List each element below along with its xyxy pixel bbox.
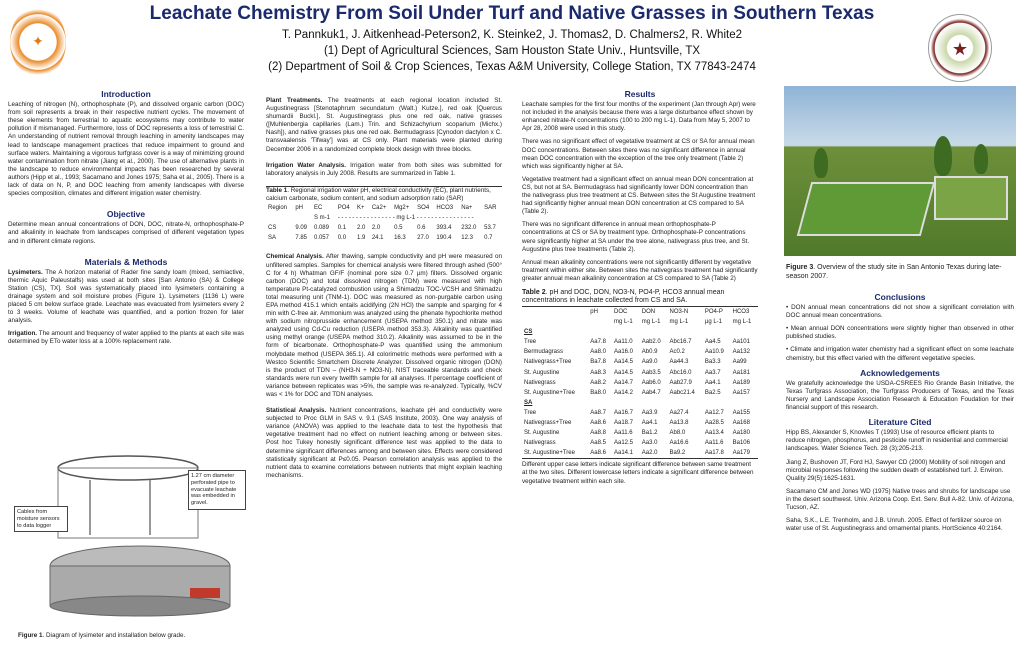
table-2-header-cell: DON <box>641 308 656 315</box>
figure-3-label: Figure 3 <box>786 264 814 271</box>
table-2-cell: Aa4.1 <box>641 420 658 426</box>
table-2-unit-cell: mg L-1 <box>732 319 752 326</box>
intro-heading: Introduction <box>101 89 151 99</box>
table-2-cell: Aa17.8 <box>704 450 724 457</box>
table-2-cell: Aab27.9 <box>669 379 692 386</box>
table-2-sa-label-row <box>522 398 758 408</box>
table-1-cell: 53.7 <box>484 225 496 232</box>
table-2-cell: Ba106 <box>732 440 750 447</box>
intro-text: Leaching of nitrogen (N), orthophosphate (P), and dissolved organic carbon (DOC) from soil represents a break in their respective nutrient cycles. The movement of these elements from terrestrial to aquatic ecosystems may contribute to water pollution if mismanaged. Furthermore, loss of DOC represents a loss of terrestrial C. An understanding of nutrient removal through leaching in amenity landscapes may lead to landscape management practices that reduce impairment to ground and surface waters. Maintaining a vigorous turfgrass cover is a way of minimizing ground water contamination from nitrate (Jiang et al., 2000). The use of alternative plants in the landscape to reduce environmental impacts has been researched by several authors (Hipp et al., 1993; Sacamano and Jones 1975; Saha et al., 2005). There is a lack of data on N, P, and DOC leaching from amenity landscapes with diverse species composition, climates and different irrigation water chemistry. <box>8 101 244 198</box>
table-row <box>522 388 758 398</box>
table-2-cell: St. Augustine <box>524 430 560 437</box>
table-2-cell: Aa3.7 <box>704 369 721 376</box>
callout-pipe: 1.27 cm diameter perforated pipe to evacuate leachate was embedded in gravel. <box>188 470 246 510</box>
table-2-header-cell: PO4-P <box>704 308 723 315</box>
table-2-cell: Aabc21.4 <box>669 389 695 396</box>
table-2-cell: Aa13.4 <box>704 430 724 437</box>
irrigation-water-text: Irrigation water from both sites was submitted for laboratory analysis in July 2008. Results are summarized in Table 1. <box>266 161 502 177</box>
table-row <box>522 357 758 367</box>
table-2-unit-cell: mg L-1 <box>669 319 689 326</box>
irrigation-paragraph <box>8 330 244 346</box>
results-p4: There was no significant difference in annual mean orthophosphate-P concentrations at CS or SA by treatment type. Orthophosphate-P concentrations were significantly higher at SA under the tree alone, nativegrass plus tree, and St. Augustine plus tree treatments (Table 2). <box>522 221 750 253</box>
figure-1-caption <box>18 632 248 640</box>
column-2 <box>266 97 502 485</box>
table-2-cell: Ba8.0 <box>590 389 606 396</box>
table-2-cell: Aa9.0 <box>641 359 658 366</box>
conclusion-item: • DON annual mean concentrations did not show a significant correlation with DOC annual mean concentrations. <box>786 304 1014 320</box>
table-1 <box>266 186 502 244</box>
table-row <box>522 347 758 357</box>
treatments-label: Plant Treatments. <box>266 97 323 104</box>
treatments-paragraph <box>266 97 502 154</box>
table-2-cell: Aa99 <box>732 359 747 366</box>
table-2-cell: Aa12.5 <box>613 440 634 447</box>
table-2-cell: Aa168 <box>732 420 750 426</box>
table-2-cell: St. Augustine+Tree <box>524 450 575 457</box>
statistical-analysis-text: Nutrient concentrations, leachate pH and conductivity were subjected to Proc GLM in SAS v. 9.1 (SAS Institute, 2003). One way analysis of variance (ANOVA) was applied to the leachate data to test the hypothesis that vegetative treatment had no effect on nutrient leaching among or between sites. Post hoc Tukey honestly significant difference test was applied to the data to determine significant differences among and between sites. Effects were considered statistically significant at P≤0.05. Pearson correlation analysis was applied to the nutrient data to examine correlations between nutrients that might explain leaching mechanisms. <box>266 407 502 479</box>
table-2-cell: Aa8.2 <box>590 379 606 386</box>
table-2-cell: Tree <box>524 409 537 416</box>
table-2-cell: Aa4.1 <box>704 379 721 386</box>
table-2-cell: Ba1.2 <box>641 430 658 437</box>
callout-cables: Cables from moisture sensors to data logger <box>14 506 68 532</box>
table-2-cell: Abc16.0 <box>669 369 692 376</box>
table-1-cell: 0.5 <box>394 225 403 232</box>
table-2-cell: Aa2.0 <box>641 450 658 457</box>
chemical-analysis-paragraph <box>266 253 502 399</box>
column-4 <box>786 264 1014 538</box>
table-2-cell: Aa13.8 <box>669 420 689 426</box>
table-1-cell: 7.85 <box>295 235 308 242</box>
methods-heading: Materials & Methods <box>84 256 168 267</box>
table-1-header-cell: EC <box>313 205 323 212</box>
table-2-cell: Aa14.2 <box>613 389 634 396</box>
affiliation-2: (2) Department of Soil & Crop Sciences, Texas A&M University, College Station, TX 77843-2474 <box>268 61 756 73</box>
table-2-cell: Aa8.8 <box>590 430 606 437</box>
objective-heading: Objective <box>106 209 146 220</box>
table-2-cell: Aa101 <box>732 339 750 346</box>
chemical-analysis-text: After thawing, sample conductivity and pH were measured on unfiltered samples. Samples for chemical analysis were filtered through ashed (500° C for 4 h) Whatman GF/F (nominal pore size 0.7 µm) filters. Dissolved organic carbon (DOC) and total dissolved nitrogen (TDN) were measured with high temperature Pt-catalyzed combustion using a Shimadzu TOC-VCSH and Shimadzu total measuring unit (TNM-1). DOC was measured as non-purgable carbon using EPA method 415.1 which entails acidifying (2N HCl) the sample and sparging for 4 min with C-free air. Ammonium was analyzed using the phenate hypochlorite method with sodium nitroprusside enhancement (USEPA method 350.1) and nitrate was analyzed using Cd-Cu reduction (USEPA method 353.3). Alkalinity was quantified using methyl orange (USEPA method 310.2). Alkalinity was assumed to be in the form of bicarbonate. Orthophosphate-P was quantified using the ammonium molybdate method (USEPA 365.1). All colorimetric methods were performed with a Westco Scientific Smartchem Discrete Analyzer. Dissolved organic nitrogen (DON) is the product of TDN – (NH3-N + NO3-N). NIST traceable standards and check standards were run every twelfth sample for all analyses. If percentage coefficient of variance between replicates was >5%, the sample was re-analyzed. Typically, %CV was < 1% for DOC and TDN analyses. <box>266 253 502 398</box>
table-1-header-cell: Mg2+ <box>394 205 410 212</box>
objective-text: Determine mean annual concentrations of DON, DOC, nitrate-N, orthophosphate-P and alkalinity in leachate from landscapes comprised of different vegetation types and in different climate regions. <box>8 221 244 245</box>
table-2-cell: Ba2.5 <box>704 389 721 396</box>
table-2-cell: Aa12.7 <box>704 409 724 416</box>
table-2-cell: Aa8.7 <box>590 409 606 416</box>
svg-text:✦: ✦ <box>32 35 44 50</box>
table-1-header-cell: HCO3 <box>436 205 454 212</box>
table-2-cell: Nativegrass+Tree <box>524 359 572 366</box>
table-2-cell: Nativegrass+Tree <box>524 420 572 426</box>
authors: T. Pannkuk1, J. Aitkenhead-Peterson2, K. Steinke2, J. Thomas2, D. Chalmers2, R. White2 <box>281 29 742 41</box>
table-1-cell: 27.0 <box>417 235 429 242</box>
table-1-cell: 0.6 <box>417 225 426 232</box>
poster-title: Leachate Chemistry From Soil Under Turf and Native Grasses in Southern Texas <box>149 3 875 24</box>
table-2-cell: Aa11.6 <box>613 430 633 437</box>
affiliation-1: (1) Dept of Agricultural Sciences, Sam Houston State Univ., Huntsville, TX <box>323 45 701 57</box>
table-2-cell: Aa3.9 <box>641 409 658 416</box>
table-2-unit-cell <box>522 317 588 327</box>
table-1-cell: 0.089 <box>313 225 329 232</box>
figure-1-text: . Diagram of lysimeter and installation below grade. <box>42 632 186 639</box>
table-1-header-cell: SO4 <box>417 205 430 212</box>
table-2-cell: Aa7.8 <box>590 339 606 346</box>
svg-text:★: ★ <box>951 39 969 59</box>
table-1-header-cell: PO4 <box>337 205 350 212</box>
table-2-cell: Aa181 <box>732 369 750 376</box>
conclusion-item: • Climate and irrigation water chemistry had a significant effect on some leachate chemistry, but this effect varied with the different vegetative species. <box>786 346 1014 362</box>
results-p1: Leachate samples for the first four months of the experiment (Jan through Apr) were not included in the analysis because there was a large disturbance effect shown by enhanced nitrate-N concentrations (100 to 200 mg L-1). Data from May 5, 2007 to Apr 28, 2008 were used in this study. <box>522 101 756 133</box>
table-2-cell: Aa14.1 <box>613 450 634 457</box>
table-2-cell: Aa8.3 <box>590 369 606 376</box>
figure-3-text: . Overview of the study site in San Antonio Texas during late-season 2007. <box>786 264 1002 280</box>
table-2-cell: Aa3.0 <box>641 440 658 447</box>
table-1-units-ec: S m-1 <box>313 215 330 222</box>
literature-item: Hipp BS, Alexander S, Knowles T (1993) Use of resource efficient plants to reduce nitrogen, phosphorus, and pesticide runoff in residential and commercial landscapes. Water Science Tech. 28 (3);205-213. <box>786 429 1008 453</box>
table-2-cell: Aa8.6 <box>590 420 606 426</box>
table-row <box>522 448 758 458</box>
table-2-unit-cell <box>588 317 612 327</box>
table-2-cell: Aa28.5 <box>704 420 724 426</box>
figure-1-label: Figure 1 <box>18 632 43 639</box>
table-2-cell: Aab6.0 <box>641 379 661 386</box>
table-2-grid <box>522 306 758 458</box>
table-1-header-cell: SAR <box>484 205 497 212</box>
table-2-cell: Aa18.7 <box>613 420 634 426</box>
table-2-cell: Aa4.5 <box>704 339 721 346</box>
table-2 <box>522 289 758 486</box>
table-1-cell: CS <box>268 225 277 232</box>
table-row <box>522 408 758 418</box>
table-2-cell: Aa8.6 <box>590 450 606 457</box>
table-2-cell: Aa157 <box>732 389 750 396</box>
table-2-header-cell <box>522 306 588 317</box>
figure-3-photo <box>784 86 1016 256</box>
acknowledgements-text: We gratefully acknowledge the USDA-CSREES Rio Grande Basin Initiative, the Texas Turfgrass Association, the Turfgrass Producers of Texas, and the Texas Nursery and Landscape Association Research & Education Foudation for their financial support of this research. <box>786 379 1014 412</box>
irrigation-water-label: Irrigation Water Analysis. <box>266 161 347 169</box>
table-row <box>522 337 758 347</box>
statistical-analysis-label: Statistical Analysis. <box>266 407 327 415</box>
table-1-cell: 16.3 <box>394 235 406 242</box>
table-2-cell: Ac0.2 <box>669 349 685 356</box>
table-2-cell: Aa189 <box>732 379 750 386</box>
table-2-cell: Aab3.5 <box>641 369 661 376</box>
table-2-unit-cell: mg L-1 <box>641 319 661 326</box>
table-row <box>522 378 758 388</box>
table-2-cell: Aa16.6 <box>669 440 689 447</box>
table-2-cell: St. Augustine <box>524 369 560 376</box>
table-2-cell: Ba3.3 <box>704 359 721 366</box>
table-1-cell: 1.9 <box>356 235 366 242</box>
table-2-cell: Aa11.6 <box>704 440 724 447</box>
table-2-cell: Ab8.0 <box>669 430 686 437</box>
table-2-cell: Aa14.5 <box>613 369 634 376</box>
table-2-unit-cell: µg L-1 <box>704 319 722 326</box>
table-1-cell: 393.4 <box>436 225 452 232</box>
table-1-caption <box>266 187 502 203</box>
table-2-header-row <box>522 306 758 317</box>
table-1-header-cell: Ca2+ <box>371 205 387 212</box>
tamu-logo <box>928 14 992 82</box>
table-1-cell: 0.7 <box>484 235 493 242</box>
treatments-text: The treatments at each regional location included St. Augustinegrass [Stenotaphrum secundatum (Walt.) Kutze.], red oak [Quercus shumardii Buckl.], St. Augustinegrass plus one red oak, native grasses ([Muhlenbergia capillaries (Lam.) Trin. and Schizachyrium scoparium (Michx.) Nash]), and native grasses plus one red oak. Bermudagrass [Cynodon dactylon x C. transvaalensis 'Tifway'] was at CS only. Plant materials were planted during December 2006 in a randomized complete block design with three blocks. <box>266 97 503 153</box>
table-1-cell: 2.0 <box>371 225 381 232</box>
conclusions-list <box>786 304 1014 363</box>
table-2-cell: Aa16.7 <box>613 409 634 416</box>
table-2-cell: Aab2.0 <box>641 339 661 346</box>
table-1-header-row <box>266 203 502 213</box>
table-1-cell: 9.09 <box>295 225 308 232</box>
table-1-cell: 12.3 <box>461 235 473 242</box>
conclusion-item: • Mean annual DON concentrations were slightly higher than observed in other published studies. <box>786 325 1014 341</box>
table-2-cell: Aa8.0 <box>590 349 606 356</box>
table-2-cell: Ba7.8 <box>590 359 606 366</box>
table-2-cell: Aa155 <box>732 409 750 416</box>
table-2-cell: Aa180 <box>732 430 750 437</box>
table-2-cell: Aa10.9 <box>704 349 724 356</box>
table-2-header-cell: NO3-N <box>669 308 689 315</box>
irrigation-label: Irrigation. <box>8 330 38 338</box>
literature-item: Jiang Z, Bushoven JT, Ford HJ, Sawyer CD (2000) Mobility of soil nitrogen and microbial responses following the sudden death of established turf. J. Environ. Quality 29(5):1625-1631. <box>786 458 1006 482</box>
results-p3: Vegetative treatment had a significant effect on annual mean DON concentration at CS, but not at SA. Bermudagrass had significantly lower DON concentration than the nativegrass plus tree treatment at CS. Between sites the St Augustine treatment had significantly higher annual mean DON concentration at CS compared to SA (Table 2). <box>522 175 756 216</box>
table-2-cs-label: CS <box>524 329 533 336</box>
table-2-header-cell: pH <box>590 308 598 315</box>
table-row <box>522 418 758 428</box>
table-2-cell: Aa132 <box>732 349 750 356</box>
table-2-unit-cell: mg L-1 <box>613 319 633 326</box>
table-1-header-cell: pH <box>295 205 303 212</box>
irrigation-water-paragraph <box>266 162 502 178</box>
statistical-analysis-paragraph <box>266 407 502 480</box>
irrigation-text: The amount and frequency of water applied to the plants at each site was determined by ETo water loss at a 100% replacement rate. <box>8 330 244 346</box>
table-2-cell: St. Augustine+Tree <box>524 389 575 396</box>
table-2-cell: Aa14.5 <box>613 359 634 366</box>
table-2-caption-text: . pH and DOC, DON, NO3-N, PO4-P, HCO3 annual mean concentrations in leachate collected from CS and SA. <box>522 288 725 305</box>
table-2-cell: Aa11.0 <box>613 339 633 346</box>
table-2-note: Different upper case letters indicate significant difference between same treatment at the two sites. Different lowercase letters indicate a significant difference between vegetative treatment within each site. <box>522 458 758 485</box>
table-2-cell: Bermudagrass <box>524 349 564 356</box>
column-3 <box>522 84 758 486</box>
results-p2: There was no significant effect of vegetative treatment at CS or SA for annual mean DOC concentrations. Between sites there was no significant difference in annual mean DOC concentration with the exception of the tree only treatment (Table 2) which was significantly higher at SA. <box>522 138 755 170</box>
conclusions-heading: Conclusions <box>874 292 926 302</box>
figure-1-diagram <box>10 440 246 620</box>
table-1-cell: 0.1 <box>337 225 347 232</box>
table-2-cell: Nativegrass <box>524 379 556 386</box>
table-1-cell: SA <box>268 235 277 242</box>
results-heading: Results <box>624 89 656 99</box>
table-2-cell: Aa44.3 <box>669 359 689 366</box>
table-2-cell: Aa14.7 <box>613 379 634 386</box>
figure-3-caption <box>786 264 1014 281</box>
table-2-caption <box>522 289 758 306</box>
literature-list <box>786 429 1014 533</box>
table-2-header-cell: DOC <box>613 308 628 315</box>
table-1-caption-text: . Regional irrigation water pH, electrical conductivity (EC), plant nutrients, calcium carbonate, sodium content, and sodium adsorption ratio (SAR) <box>266 186 491 202</box>
table-1-units-row <box>266 213 502 223</box>
lysimeters-paragraph <box>8 269 244 326</box>
table-2-cell: Ba9.2 <box>669 450 686 457</box>
table-2-header-cell: HCO3 <box>732 308 750 315</box>
table-1-units-mg: - - - - - - - - - - - - - - - - mg L-1 - - - - - - - - - - - - - - - - <box>337 215 474 222</box>
table-2-cell: Aa27.4 <box>669 409 689 416</box>
table-2-label: Table 2 <box>522 288 546 296</box>
table-2-units-row <box>522 317 758 327</box>
table-2-cell: Abc16.7 <box>669 339 692 346</box>
table-1-cell: 2.0 <box>356 225 366 232</box>
table-1-label: Table 1 <box>266 186 288 194</box>
table-2-cell: Aab4.7 <box>641 389 661 396</box>
table-row <box>266 233 502 243</box>
table-2-cell: Aa8.5 <box>590 440 606 447</box>
author-block <box>140 27 884 75</box>
table-2-cell: Nativegrass <box>524 440 556 447</box>
table-2-sa-label: SA <box>524 399 533 406</box>
literature-heading: Literature Cited <box>868 417 932 428</box>
table-row <box>266 223 502 233</box>
table-2-cs-label-row <box>522 327 758 337</box>
table-1-cell: 190.4 <box>436 235 452 242</box>
table-1-cell: 0.057 <box>313 235 329 242</box>
table-1-cell: 232.0 <box>461 225 477 232</box>
table-1-grid <box>266 203 502 243</box>
table-1-cell: 0.0 <box>337 235 347 242</box>
table-2-cell: Ab0.9 <box>641 349 658 356</box>
lysimeters-label: Lysimeters. <box>8 268 43 276</box>
table-1-header-cell: K+ <box>356 205 365 212</box>
table-2-cell: Aa179 <box>732 450 750 457</box>
table-1-cell: 24.1 <box>371 235 384 242</box>
literature-item: Saha, S.K., L.E. Trenholm, and J.B. Unruh. 2005. Effect of fertilizer source on water use of St. Augustinegrass and ornamental plants. HortScience 40:2164. <box>786 517 1003 533</box>
table-2-cell: Aa16.0 <box>613 349 634 356</box>
table-1-header-cell: Region <box>268 205 288 212</box>
column-1 <box>8 84 244 352</box>
chemical-analysis-label: Chemical Analysis. <box>266 253 324 261</box>
table-1-header-cell: Na+ <box>461 205 473 212</box>
table-2-cell: Tree <box>524 339 537 346</box>
table-row <box>522 438 758 448</box>
table-row <box>522 428 758 438</box>
lysimeters-text: The A horizon material of Rader fine sandy loam (mixed, semiactive, thermic Aquic Paleustalfs) was used at both sites [San Antonio (SA) & College Station (CS), TX]. Soil was systematically placed into lysimeters containing a drainage system and soil moisture probes (Figure 1). Lysimeters (1136 L) were placed 5 cm below surface grade. Leachate was evacuated from lysimeters every 2 to 3 weeks. Volume of leachate was quantified, and a portion frozen for later analysis. <box>8 268 245 325</box>
table-row <box>522 368 758 378</box>
acknowledgements-heading: Acknowledgements <box>860 367 940 378</box>
results-p5: Annual mean alkalinity concentrations were not significantly different by vegetative treatment within either site. Between sites the nativegrass treatment had significantly greater annual mean alkalinity concentration at CS compared to SA (Table 2) <box>522 258 758 282</box>
literature-item: Sacamano CM and Jones WD (1975) Native trees and shrubs for landscape use in the desert southwest. Univ. Arizona Coop. Ext. Serv. Bull A-82. Univ. of Arizona, Tucson, AZ. <box>786 487 1014 511</box>
